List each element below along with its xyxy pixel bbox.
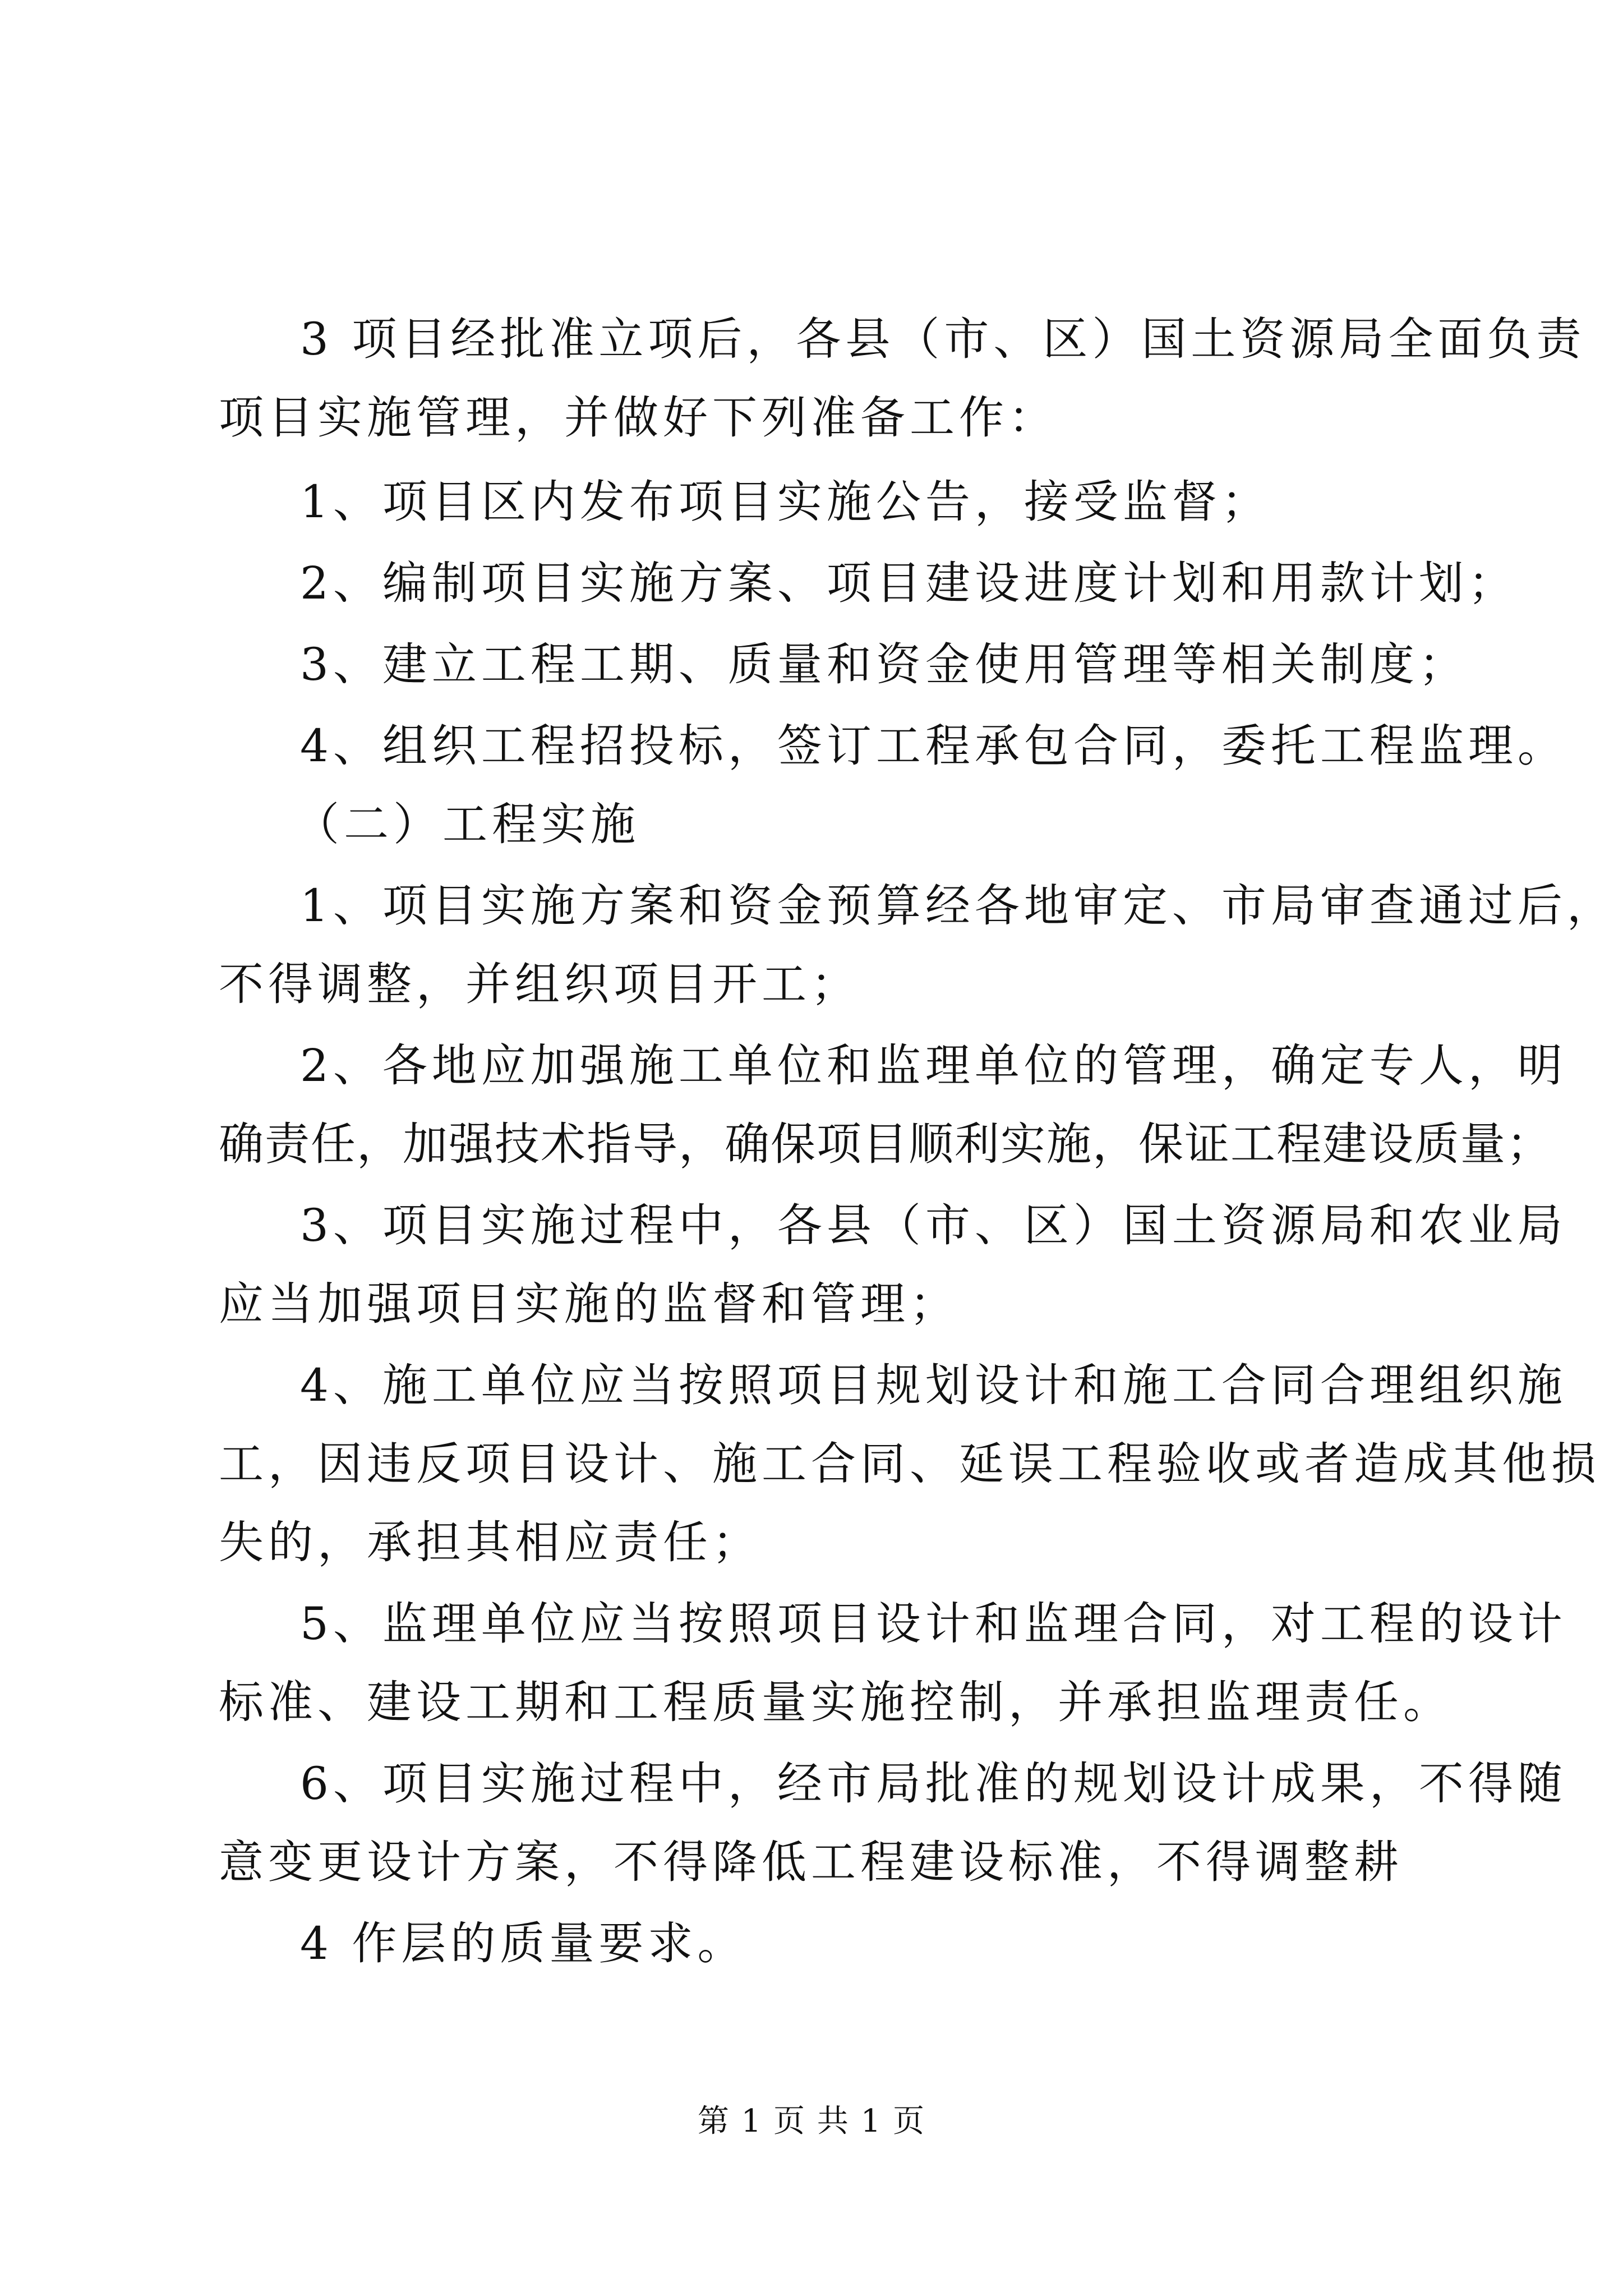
section-heading: （二）工程实施 bbox=[294, 798, 640, 850]
list-item: 1、项目区内发布项目实施公告，接受监督； bbox=[300, 476, 1271, 528]
list-item: 4、施工单位应当按照项目规划设计和施工合同合理组织施 bbox=[300, 1359, 1567, 1411]
paragraph-line: 不得调整，并组织项目开工； bbox=[219, 958, 860, 1010]
paragraph-line: 应当加强项目实施的监督和管理； bbox=[219, 1278, 959, 1330]
paragraph-line: 4 作层的质量要求。 bbox=[300, 1917, 747, 1970]
paragraph-line: 失的，承担其相应责任； bbox=[219, 1516, 762, 1568]
paragraph-line: 项目实施管理，并做好下列准备工作： bbox=[219, 392, 1058, 444]
paragraph-line: 3 项目经批准立项后，各县（市、区）国土资源局全面负责 bbox=[300, 313, 1586, 365]
list-item: 6、项目实施过程中，经市局批准的规划设计成果，不得随 bbox=[300, 1757, 1567, 1810]
paragraph-line: 意变更设计方案，不得降低工程建设标准，不得调整耕 bbox=[219, 1836, 1403, 1888]
list-item: 1、项目实施方案和资金预算经各地审定、市局审查通过后， bbox=[300, 880, 1616, 932]
list-item: 2、各地应加强施工单位和监理单位的管理，确定专人，明 bbox=[300, 1039, 1567, 1092]
list-item: 3、建立工程工期、质量和资金使用管理等相关制度； bbox=[300, 638, 1468, 691]
paragraph-line: 确责任，加强技术指导，确保项目顺利实施，保证工程建设质量； bbox=[219, 1118, 1552, 1170]
paragraph-line: 工，因违反项目设计、施工合同、延误工程验收或者造成其他损 bbox=[219, 1438, 1601, 1490]
page-footer: 第 1 页 共 1 页 bbox=[697, 2103, 926, 2139]
list-item: 3、项目实施过程中，各县（市、区）国土资源局和农业局 bbox=[300, 1199, 1567, 1251]
list-item: 4、组织工程招投标，签订工程承包合同，委托工程监理。 bbox=[300, 720, 1567, 772]
list-item: 2、编制项目实施方案、项目建设进度计划和用款计划； bbox=[300, 557, 1518, 609]
paragraph-line: 标准、建设工期和工程质量实施控制，并承担监理责任。 bbox=[219, 1676, 1453, 1728]
list-item: 5、监理单位应当按照项目设计和监理合同，对工程的设计 bbox=[300, 1598, 1567, 1650]
